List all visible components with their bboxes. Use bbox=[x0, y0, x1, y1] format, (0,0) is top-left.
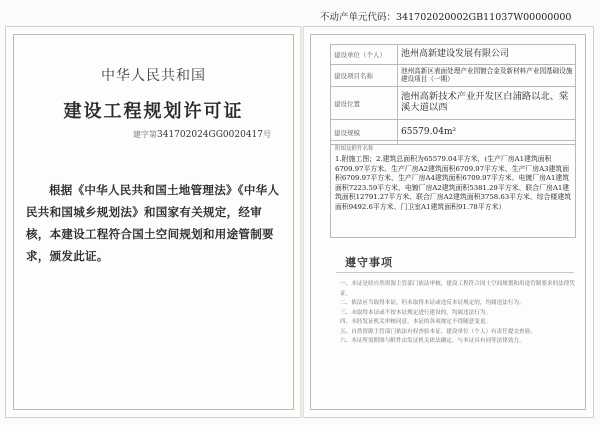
field-value-scale: 65579.04m² bbox=[398, 120, 576, 145]
table-row bbox=[331, 45, 576, 65]
field-value-project-name: 池州高新区表面处理产业园镀合金及新材料产业园基础设施建设项目（一期） bbox=[398, 65, 576, 87]
field-label: 建设位置 bbox=[331, 87, 398, 120]
cert-no-value: 341702024GG0020417 bbox=[157, 130, 263, 140]
notice-title: 遵守事项 bbox=[345, 256, 393, 269]
certificate-number bbox=[133, 129, 271, 140]
table-row bbox=[331, 65, 576, 87]
notice-divider bbox=[336, 272, 574, 273]
notice-item: 四、未经发证机关审核同意，本证的各项规定不得随意变更。 bbox=[340, 319, 492, 325]
unit-code-value: 341702020002GB11037W00000000 bbox=[396, 12, 572, 23]
page-fold bbox=[300, 26, 304, 418]
field-label: 建设项目名称 bbox=[331, 65, 398, 87]
cert-no-suffix: 号 bbox=[263, 130, 271, 139]
attachments-label: 附图及附件名称 bbox=[335, 146, 374, 152]
field-value-location: 池州高新技术产业开发区白浦路以北、棠溪大道以西 bbox=[398, 87, 576, 120]
unit-code bbox=[320, 9, 571, 23]
certificate-left-page bbox=[5, 26, 302, 418]
country-name: 中华人民共和国 bbox=[101, 68, 206, 84]
field-value-builder: 池州高新建设发展有限公司 bbox=[398, 45, 576, 65]
notice-item: 一、本证是经自然资源主管部门依法审核，建设工程符合国土空间规划和用途管制要求的法律凭证。 bbox=[340, 281, 575, 297]
attachments-content: 1.附施工图；2.建筑总面积为65579.04平方米，(生产厂房A1建筑面积6709.97平方米、生产厂房A2建筑面积6709.97平方米、生产厂房A3建筑面积6709.97平方米、生产厂房A4建筑面积6709.97平方米、电镀厂房A1建筑面积7223.59平方米、电镀厂房A2建筑面积5381.29平方米、联合厂房A1建筑面积12791.27平方米、联合厂房A2建筑面积3758.63平方米、综合楼建筑面积9492.6平方米、门卫室A1建筑面积91.78平方米） bbox=[335, 155, 572, 211]
certificate-statement: 根据《中华人民共和国土地管理法》《中华人民共和国城乡规划法》和国家有关规定，经审核，本建设工程符合国土空间规划和用途管制要求，颁发此证。 bbox=[26, 183, 280, 263]
project-info-table bbox=[330, 44, 576, 145]
field-label: 建设单位（个人） bbox=[331, 45, 398, 65]
table-row bbox=[331, 87, 576, 120]
unit-code-label: 不动产单元代码： bbox=[320, 12, 397, 23]
notice-item: 五、自然资源主管部门依法有权查验本证，建设单位（个人）有责任提交查验。 bbox=[340, 328, 536, 335]
cert-no-prefix: 建字第 bbox=[133, 130, 157, 139]
notice-item: 六、本证所需附图与附件由发证机关依法确定，与本证具有同等法律效力。 bbox=[340, 338, 525, 344]
attachments-box bbox=[330, 140, 576, 238]
certificate-title: 建设工程规划许可证 bbox=[63, 101, 244, 122]
notice-list bbox=[340, 280, 578, 347]
notice-item: 二、依法应当取得本证，但未取得本证或违反本证规定的，均属违法行为。 bbox=[340, 300, 525, 306]
field-label: 建设规模 bbox=[331, 120, 398, 145]
notice-item: 三、未取得本证或不按本证规定进行建设的，均属违法行为。 bbox=[340, 309, 492, 316]
